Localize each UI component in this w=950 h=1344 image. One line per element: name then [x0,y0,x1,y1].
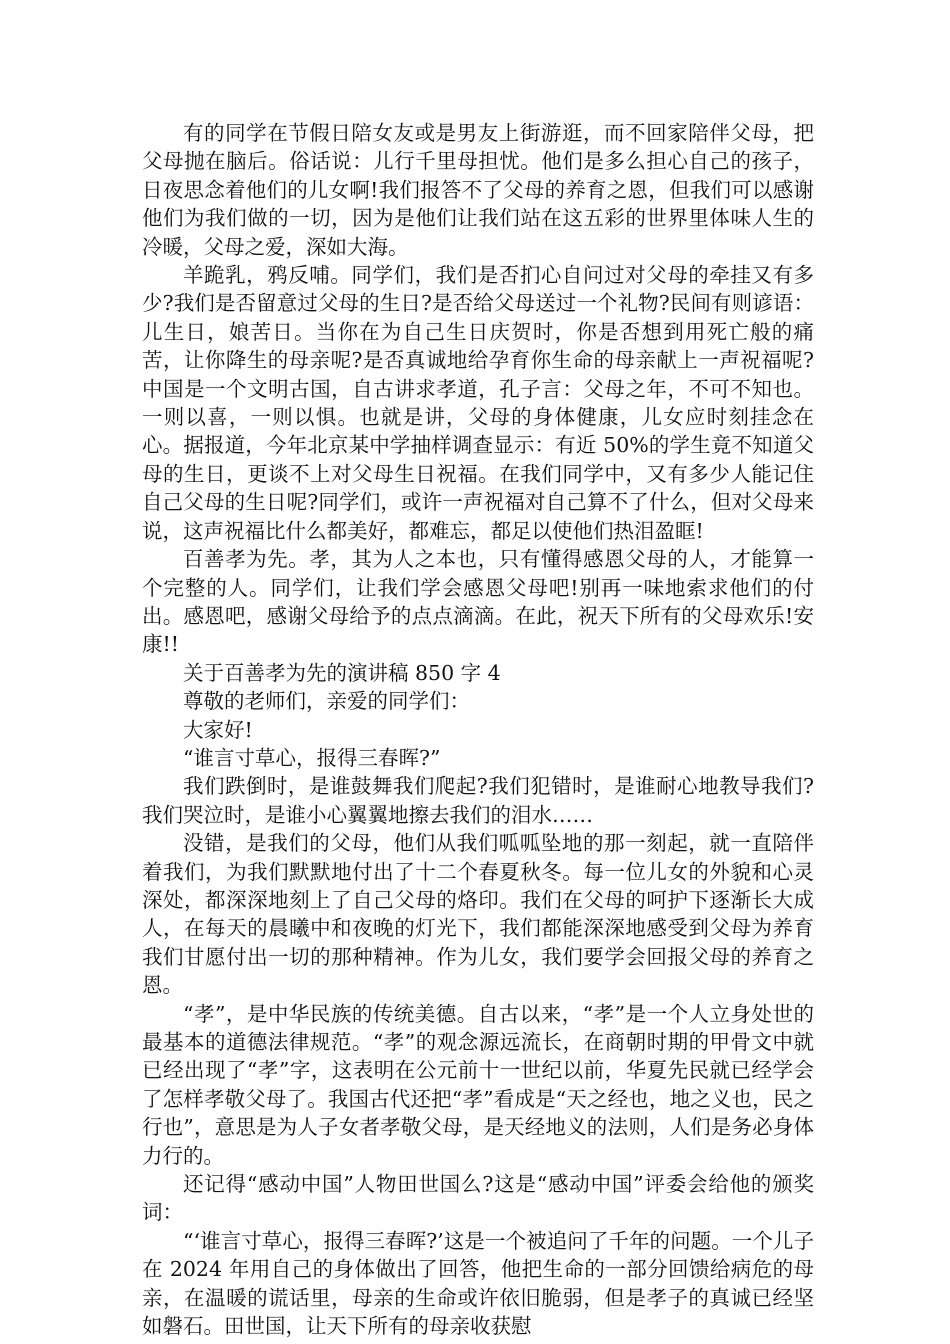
greeting: 大家好! [183,717,253,742]
paragraph-1: 有的同学在节假日陪女友或是男友上街游逛，而不回家陪伴父母，把父母抛在脑后。俗话说：儿行千里母担忧。他们是多么担心自己的孩子，日夜思念着他们的儿女啊!我们报答不了父母的养育之恩，但我们可以感谢他们为我们做的一切，因为是他们让我们站在这五彩的世界里体味人生的冷暖，父母之爱，深如大海。 [142,121,814,259]
speech-title: 关于百善孝为先的演讲稿 850 字 4 [183,660,501,685]
paragraph-8: “‘谁言寸草心，报得三春晖?’这是一个被追问了千年的问题。一个儿子在 2024 年用自己的身体做出了回答，他把生命的一部分回馈给病危的母亲，在温暖的谎话里，母亲的生命或许依旧脆弱，但是孝子的真诚已经坚如磐石。田世国，让天下所有的母亲收获慰 [142,1228,814,1339]
paragraph-6: “孝”，是中华民族的传统美德。自古以来，“孝”是一个人立身处世的最基本的道德法律规范。“孝”的观念源远流长，在商朝时期的甲骨文中就已经出现了“孝”字，这表明在公元前十一世纪以前，华夏先民就已经学会了怎样孝敬父母了。我国古代还把“孝”看成是“天之经也，地之义也，民之行也”，意思是为人子女者孝敬父母，是天经地义的法则，人们是务必身体力行的。 [142,1001,814,1168]
salutation: 尊敬的老师们，亲爱的同学们： [183,689,470,714]
paragraph-2: 羊跪乳，鸦反哺。同学们，我们是否扪心自问过对父母的牵挂又有多少?我们是否留意过父母的生日?是否给父母送过一个礼物?民间有则谚语：儿生日，娘苦日。当你在为自己生日庆贺时，你是否想到用死亡般的痛苦，让你降生的母亲呢?是否真诚地给孕育你生命的母亲献上一声祝福呢?中国是一个文明古国，自古讲求孝道，孔子言：父母之年，不可不知也。一则以喜，一则以惧。也就是讲，父母的身体健康，儿女应时刻挂念在心。据报道，今年北京某中学抽样调查显示：有近 50%的学生竟不知道父母的生日，更谈不上对父母生日祝福。在我们同学中，又有多少人能记住自己父母的生日呢?同学们，或许一声祝福对自己算不了什么，但对父母来说，这声祝福比什么都美好，都难忘，都足以使他们热泪盈眶! [142,263,814,543]
paragraph-4: 我们跌倒时，是谁鼓舞我们爬起?我们犯错时，是谁耐心地教导我们?我们哭泣时，是谁小心翼翼地擦去我们的泪水…… [142,774,814,827]
paragraph-5: 没错，是我们的父母，他们从我们呱呱坠地的那一刻起，就一直陪伴着我们，为我们默默地付出了十二个春夏秋冬。每一位儿女的外貌和心灵深处，都深深地刻上了自己父母的烙印。我们在父母的呵护下逐渐长大成人，在每天的晨曦中和夜晚的灯光下，我们都能深深地感受到父母为养育我们甘愿付出一切的那种精神。作为儿女，我们要学会回报父母的养育之恩。 [142,831,814,998]
document-body [142,119,814,1340]
quote-line: “谁言寸草心，报得三春晖?” [183,745,441,770]
paragraph-7: 还记得“感动中国”人物田世国么?这是“感动中国”评委会给他的颁奖词： [142,1172,814,1225]
paragraph-3: 百善孝为先。孝，其为人之本也，只有懂得感恩父母的人，才能算一个完整的人。同学们，让我们学会感恩父母吧!别再一味地索求他们的付出。感恩吧，感谢父母给予的点点滴滴。在此，祝天下所有的父母欢乐!安康!! [142,547,814,657]
